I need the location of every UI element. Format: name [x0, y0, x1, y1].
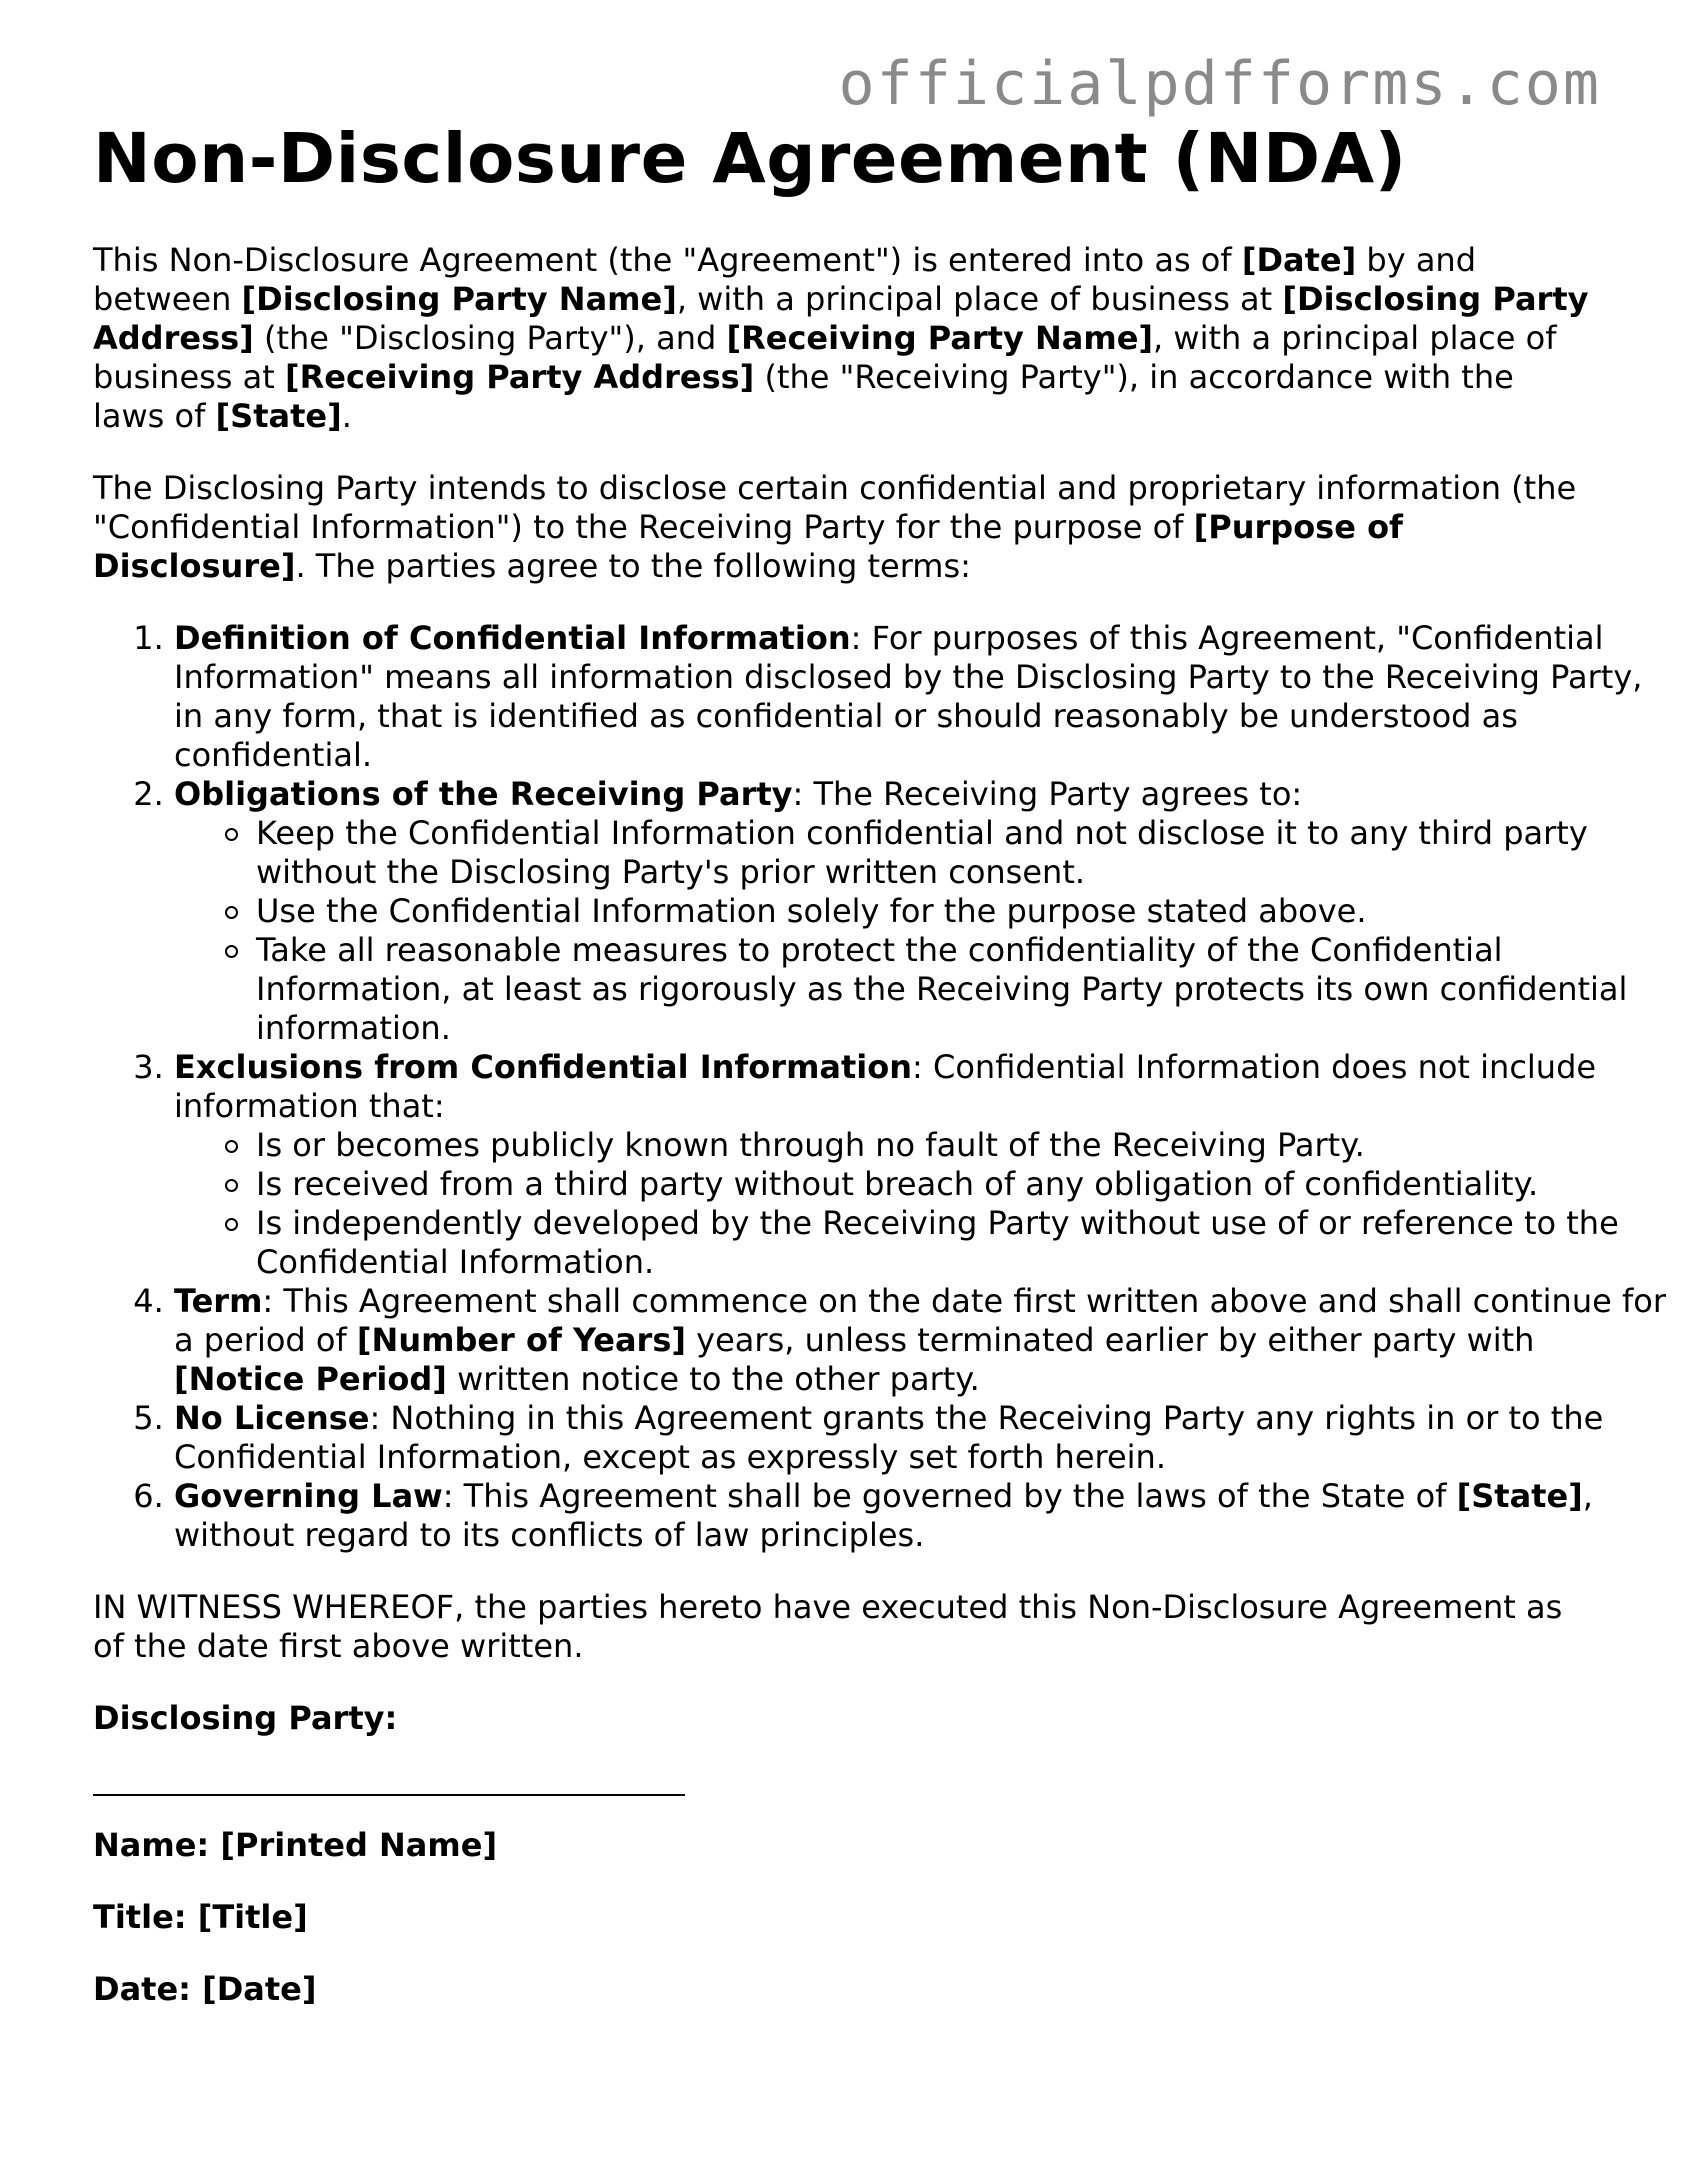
- term-heading: Definition of Confidential Information: [174, 618, 851, 657]
- number-of-years-placeholder: [Number of Years]: [356, 1320, 686, 1359]
- exclusions-list: [174, 1126, 1674, 1282]
- term-item-exclusions: [174, 1048, 1674, 1282]
- term-text: : This Agreement shall commence on the date first written above and shall continue for a period of: [174, 1281, 1666, 1359]
- list-item: Is received from a third party without breach of any obligation of confidentiality.: [256, 1165, 1674, 1204]
- state-placeholder: [State]: [215, 396, 342, 435]
- list-item: Use the Confidential Information solely for the purpose stated above.: [256, 892, 1674, 931]
- term-text: : This Agreement shall be governed by the laws of the State of: [442, 1476, 1457, 1515]
- purpose-placeholder: [Purpose of Disclosure]: [93, 507, 1403, 585]
- intro-text: (the "Disclosing Party"), and: [253, 318, 727, 357]
- term-heading: Governing Law: [174, 1476, 443, 1515]
- list-item: Keep the Confidential Information confidential and not disclose it to any third party without the Disclosing Party's prior written consent.: [256, 814, 1674, 892]
- intro-text: (the "Receiving Party"), in accordance with the laws of: [93, 357, 1514, 435]
- intro-text: .: [341, 396, 352, 435]
- term-text: written notice to the other party.: [446, 1359, 980, 1398]
- date-placeholder: [Date]: [1241, 240, 1357, 279]
- intro-paragraph: [93, 241, 1593, 436]
- term-text: , without regard to its conflicts of law principles.: [174, 1476, 1593, 1554]
- page-title: Non-Disclosure Agreement (NDA): [93, 119, 1407, 199]
- term-item-obligations: [174, 775, 1674, 1048]
- list-item: Is or becomes publicly known through no fault of the Receiving Party.: [256, 1126, 1674, 1165]
- term-text: years, unless terminated earlier by either party with: [686, 1320, 1535, 1359]
- signature-line[interactable]: [93, 1794, 685, 1796]
- purpose-text: . The parties agree to the following terms:: [295, 546, 971, 585]
- purpose-paragraph: [93, 469, 1593, 586]
- term-text: : Nothing in this Agreement grants the Receiving Party any rights in or to the Confidential Information, except as expressly set forth herein.: [174, 1398, 1604, 1476]
- intro-text: , with a principal place of business at: [93, 318, 1557, 396]
- term-text: : Confidential Information does not include information that:: [174, 1047, 1597, 1125]
- watermark: officialpdfforms.com: [838, 49, 1601, 119]
- notice-period-placeholder: [Notice Period]: [174, 1359, 447, 1398]
- term-item-governing-law: [174, 1477, 1674, 1555]
- purpose-text: The Disclosing Party intends to disclose certain confidential and proprietary information (the "Confidential Information") to the Receiving Party for the purpose of: [93, 468, 1577, 546]
- witness-paragraph: IN WITNESS WHEREOF, the parties hereto have executed this Non-Disclosure Agreement as of the date first above written.: [93, 1587, 1563, 1665]
- state-placeholder: [State]: [1456, 1476, 1583, 1515]
- term-item-definition: [174, 619, 1674, 775]
- receiving-party-address-placeholder: [Receiving Party Address]: [284, 357, 755, 396]
- term-item-term: [174, 1282, 1674, 1399]
- signature-name-field: Name: [Printed Name]: [93, 1825, 498, 1864]
- list-item: Take all reasonable measures to protect the confidentiality of the Confidential Information, at least as rigorously as the Receiving Party protects its own confidential information.: [256, 931, 1674, 1048]
- term-text: : The Receiving Party agrees to:: [792, 774, 1303, 813]
- term-text: : For purposes of this Agreement, "Confidential Information" means all information disclosed by the Disclosing Party to the Receiving Party, in any form, that is identified as confidential or should reasonably be understood as confidential.: [174, 618, 1643, 774]
- term-heading: Obligations of the Receiving Party: [174, 774, 793, 813]
- disclosing-party-name-placeholder: [Disclosing Party Name]: [241, 279, 677, 318]
- document-body: [93, 118, 1666, 2009]
- disclosing-party-address-placeholder: [Disclosing Party Address]: [93, 279, 1589, 357]
- term-heading: Exclusions from Confidential Information: [174, 1047, 913, 1086]
- signature-title-field: Title: [Title]: [93, 1897, 308, 1936]
- terms-list: [93, 619, 1674, 1555]
- intro-text: by and between: [93, 240, 1477, 318]
- signature-date-field: Date: [Date]: [93, 1969, 317, 2008]
- receiving-party-name-placeholder: [Receiving Party Name]: [726, 318, 1154, 357]
- signature-label: Disclosing Party:: [93, 1698, 398, 1737]
- term-heading: No License: [174, 1398, 370, 1437]
- term-item-no-license: [174, 1399, 1674, 1477]
- intro-text: , with a principal place of business at: [676, 279, 1283, 318]
- intro-text: This Non-Disclosure Agreement (the "Agreement") is entered into as of: [93, 240, 1242, 279]
- obligations-list: [174, 814, 1674, 1048]
- term-heading: Term: [174, 1281, 263, 1320]
- list-item: Is independently developed by the Receiving Party without use of or reference to the Confidential Information.: [256, 1204, 1674, 1282]
